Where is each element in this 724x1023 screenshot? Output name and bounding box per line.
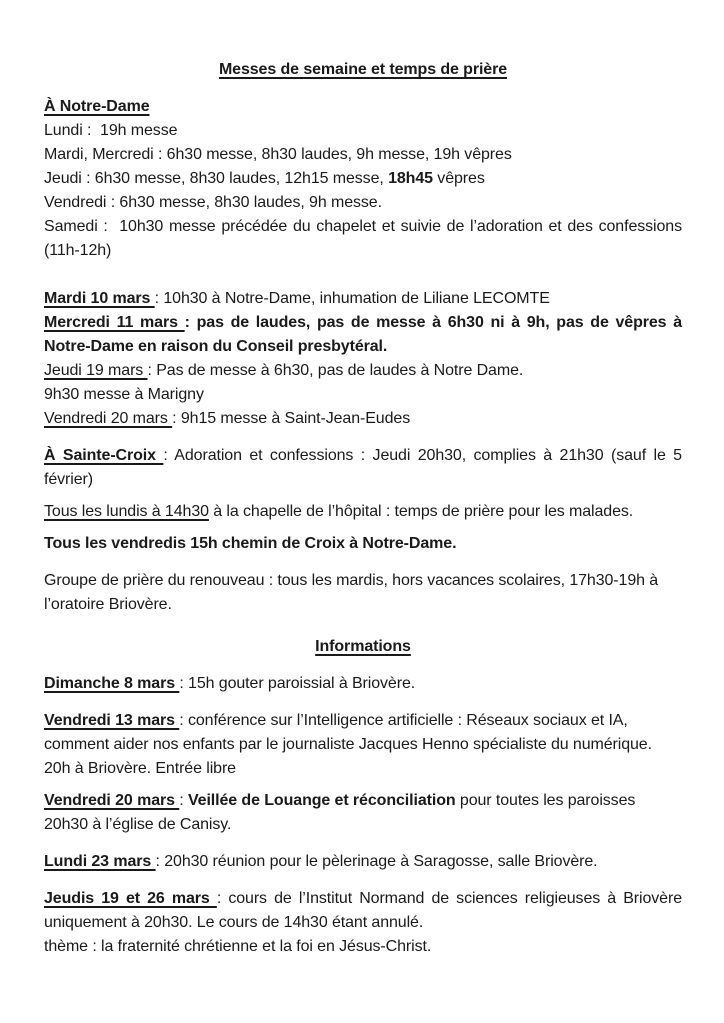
line-lundi-23-mars [44, 850, 682, 874]
line-jeudi-run-1: 18h45 [388, 170, 433, 187]
para-mercredi-11-mars-run-1: : pas de laudes, pas de messe à 6h30 ni à 9h, pas de vêpres à Notre-Dame en raison du Conseil presbytéral. [44, 314, 682, 355]
para-vendredi-13-mars [44, 709, 682, 781]
para-tous-les-lundis-run-0: Tous les lundis à 14h30 [44, 503, 209, 520]
para-mercredi-11-mars [44, 311, 682, 359]
para-groupe-priere-run-0: Groupe de prière du renouveau : tous les mardis, hors vacances scolaires, 17h30-19h à l’oratoire Briovère. [44, 572, 659, 613]
line-lundi [44, 119, 682, 143]
line-vendredi [44, 191, 682, 215]
para-vendredi-13-mars-run-1: : conférence sur l’Intelligence artificielle : Réseaux sociaux et IA, comment aider nos enfants par le journaliste Jacques Henno spécialiste du numérique. 20h à Briovère. Entrée libre [44, 712, 652, 777]
line-mardi-mercredi-run-0: Mardi, Mercredi : 6h30 messe, 8h30 laudes, 9h messe, 19h vêpres [44, 146, 512, 163]
line-vendredi-20-mars-run-1: : 9h15 messe à Saint-Jean-Eudes [172, 410, 411, 427]
para-vendredi-20-mars-2-run-2: Veillée de Louange et réconciliation [187, 792, 456, 809]
para-vendredi-13-mars-run-0: Vendredi 13 mars [44, 712, 180, 729]
para-jeudis-19-et-26-mars-run-1: : cours de l’Institut Normand de sciences religieuses à Briovère uniquement à 20h30. Le cours de 14h30 étant annulé. [44, 890, 682, 931]
line-9h30-marigny [44, 383, 682, 407]
heading-informations-run-0: Informations [315, 638, 411, 655]
para-tous-les-lundis-run-1: à la chapelle de l’hôpital : temps de prière pour les malades. [208, 503, 634, 520]
para-mercredi-11-mars-run-0: Mercredi 11 mars [44, 314, 185, 331]
line-theme-run-0: thème : la fraternité chrétienne et la foi en Jésus-Christ. [44, 938, 432, 955]
para-vendredi-20-mars-2 [44, 789, 682, 837]
para-jeudis-19-et-26-mars [44, 887, 682, 935]
line-lundi-23-mars-run-0: Lundi 23 mars [44, 853, 156, 870]
line-mardi-10-mars [44, 287, 682, 311]
line-dimanche-8-mars [44, 672, 682, 696]
line-jeudi-run-2: vêpres [432, 170, 485, 187]
line-theme [44, 935, 682, 959]
line-vendredi-20-mars-run-0: Vendredi 20 mars [44, 410, 173, 427]
para-a-sainte-croix-run-1: : Adoration et confessions : Jeudi 20h30, complies à 21h30 (sauf le 5 février) [44, 447, 682, 488]
line-dimanche-8-mars-run-1: : 15h gouter paroissial à Briovère. [179, 675, 416, 692]
para-jeudis-19-et-26-mars-run-0: Jeudis 19 et 26 mars [44, 890, 217, 907]
line-mardi-10-mars-run-1: : 10h30 à Notre-Dame, inhumation de Liliane LECOMTE [154, 290, 550, 307]
line-9h30-marigny-run-0: 9h30 messe à Marigny [44, 386, 204, 403]
doc-title-run-0: Messes de semaine et temps de prière [218, 61, 508, 78]
line-jeudi-19-mars [44, 359, 682, 383]
para-vendredi-20-mars-2-run-1: : [179, 792, 188, 809]
line-mardi-10-mars-run-0: Mardi 10 mars [44, 290, 155, 307]
para-a-sainte-croix [44, 444, 682, 492]
line-jeudi-19-mars-run-1: : Pas de messe à 6h30, pas de laudes à Notre Dame. [147, 362, 524, 379]
line-lundi-23-mars-run-1: : 20h30 réunion pour le pèlerinage à Saragosse, salle Briovère. [155, 853, 598, 870]
heading-informations [44, 635, 682, 659]
line-lundi-run-0: Lundi : 19h messe [44, 122, 178, 139]
line-tous-les-vendredis [44, 532, 682, 556]
line-jeudi [44, 167, 682, 191]
line-jeudi-19-mars-run-0: Jeudi 19 mars [44, 362, 148, 379]
line-vendredi-20-mars [44, 407, 682, 431]
para-groupe-priere [44, 569, 682, 617]
heading-a-notre-dame [44, 95, 682, 119]
document-body [44, 58, 682, 959]
line-dimanche-8-mars-run-0: Dimanche 8 mars [44, 675, 180, 692]
para-tous-les-lundis [44, 500, 682, 524]
para-samedi [44, 215, 682, 263]
para-a-sainte-croix-run-0: À Sainte-Croix [44, 447, 164, 464]
line-jeudi-run-0: Jeudi : 6h30 messe, 8h30 laudes, 12h15 messe, [44, 170, 389, 187]
para-samedi-run-0: Samedi : 10h30 messe précédée du chapelet et suivie de l’adoration et des confessions (11h-12h) [44, 218, 682, 259]
line-vendredi-run-0: Vendredi : 6h30 messe, 8h30 laudes, 9h messe. [44, 194, 382, 211]
para-vendredi-20-mars-2-run-0: Vendredi 20 mars [44, 792, 180, 809]
para-vendredi-20-mars-2-run-3: pour toutes les paroisses 20h30 à l’église de Canisy. [44, 792, 636, 833]
heading-a-notre-dame-run-0: À Notre-Dame [44, 98, 150, 115]
doc-title [44, 58, 682, 82]
line-tous-les-vendredis-run-0: Tous les vendredis 15h chemin de Croix à Notre-Dame. [44, 535, 457, 552]
line-mardi-mercredi [44, 143, 682, 167]
